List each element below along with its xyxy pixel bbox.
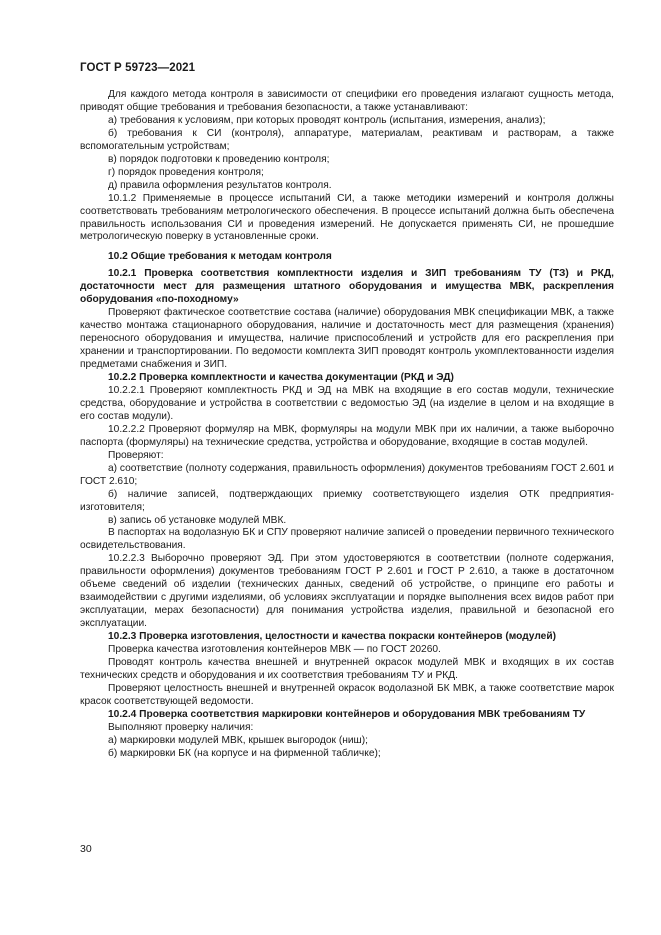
section-heading: 10.2 Общие требования к методам контроля xyxy=(108,251,332,263)
paragraph: Проверяют фактическое соответствие состава (наличие) оборудования МВК спецификации МВК, а также качество монтажа стационарного оборудования, наличие и достаточность мест для размещения (хранения) переносного оборудования и имущества, наличие приспособлений и устройств для его раскрепления при хранении и транспортировании. По ведомости комплекта ЗИП проводят контроль укомплектованности изделия предметами снабжения и ЗИП. xyxy=(80,307,614,371)
subsection-heading: 10.2.4 Проверка соответствия маркировки контейнеров и оборудования МВК требованиям ТУ xyxy=(108,708,586,720)
page-body xyxy=(80,89,614,761)
list-item: в) запись об установке модулей МВК. xyxy=(108,514,287,526)
paragraph: В паспортах на водолазную БК и СПУ проверяют наличие записей о проведении первичного технического освидетельствования. xyxy=(80,527,614,552)
document-header: ГОСТ Р 59723—2021 xyxy=(80,62,196,74)
paragraph: 10.2.2.2 Проверяют формуляр на МВК, формуляры на модули МВК при их наличии, а также выборочно паспорта (формуляры) на технические средства, устройства и оборудование, входящие в состав модулей. xyxy=(80,423,614,448)
paragraph: 10.2.2.1 Проверяют комплектность РКД и ЭД на МВК на входящие в его состав модули, технические средства, оборудование и устройства в соответствии с ведомостью ЭД (на изделие в целом и на входящие в его состав модули). xyxy=(80,384,614,422)
list-item: д) правила оформления результатов контроля. xyxy=(108,179,332,191)
paragraph: Для каждого метода контроля в зависимости от специфики его проведения излагают сущность метода, приводят общие требования и требования безопасности, а также устанавливают: xyxy=(80,89,614,113)
list-item: г) порядок проведения контроля; xyxy=(108,166,264,178)
list-item: б) маркировки БК (на корпусе и на фирменной табличке); xyxy=(108,747,381,759)
list-item: б) наличие записей, подтверждающих приемку соответствующего изделия ОТК предприятия-изготовителя; xyxy=(80,488,614,513)
subsection-heading: 10.2.1 Проверка соответствия комплектности изделия и ЗИП требованиям ТУ (ТЗ) и РКД, достаточности мест для размещения штатного оборудования и имущества МВК, раскрепления оборудования «по-походному» xyxy=(80,268,614,306)
paragraph: Проверяют: xyxy=(108,449,164,461)
list-item: б) требования к СИ (контроля), аппаратуре, материалам, реактивам и растворам, а также вспомогательным устройствам; xyxy=(80,127,614,152)
paragraph: Проводят контроль качества внешней и внутренней окрасок модулей МВК и входящих в их состав технических средств и оборудования и их соответствия требованиям ТУ и РКД. xyxy=(80,656,614,681)
page-number: 30 xyxy=(80,843,92,855)
paragraph: 10.2.2.3 Выборочно проверяют ЭД. При этом удостоверяются в соответствии (полноте содержания, правильности оформления) документов требованиям ГОСТ Р 2.601 и ГОСТ Р 2.610, а также в достаточном объеме сведений об изделии (технических данных, сведений об устройстве, о принципе его работы и взаимодействии с другими изделиями, об условиях эксплуатации и порядке выполнения всех видов работ при эксплуатации, мерах безопасности) для понимания устройства изделия, правильной и безопасной его эксплуатации. xyxy=(80,553,614,630)
list-item: в) порядок подготовки к проведению контроля; xyxy=(108,153,330,165)
list-item: а) маркировки модулей МВК, крышек выгородок (ниш); xyxy=(108,734,368,746)
paragraph: Выполняют проверку наличия: xyxy=(108,721,254,733)
list-item: а) соответствие (полноту содержания, правильность оформления) документов требованиям ГОСТ 2.601 и ГОСТ 2.610; xyxy=(80,462,614,487)
paragraph: Проверяют целостность внешней и внутренней окрасок водолазной БК МВК, а также соответствие марок красок соответствующей ведомости. xyxy=(80,682,614,707)
subsection-heading: 10.2.2 Проверка комплектности и качества документации (РКД и ЭД) xyxy=(108,372,454,384)
paragraph: 10.1.2 Применяемые в процессе испытаний СИ, а также методики измерений и контроля должны соответствовать требованиям метрологического обеспечения. В процессе испытаний должна быть обеспечена правильность использования СИ и проведения измерений. Не допускается применять СИ, не прошедшие метрологическую поверку в установленные сроки. xyxy=(80,192,614,243)
subsection-heading: 10.2.3 Проверка изготовления, целостности и качества покраски контейнеров (модулей) xyxy=(108,631,556,643)
list-item: а) требования к условиям, при которых проводят контроль (испытания, измерения, анализ); xyxy=(108,114,546,126)
paragraph: Проверка качества изготовления контейнеров МВК — по ГОСТ 20260. xyxy=(108,644,441,656)
